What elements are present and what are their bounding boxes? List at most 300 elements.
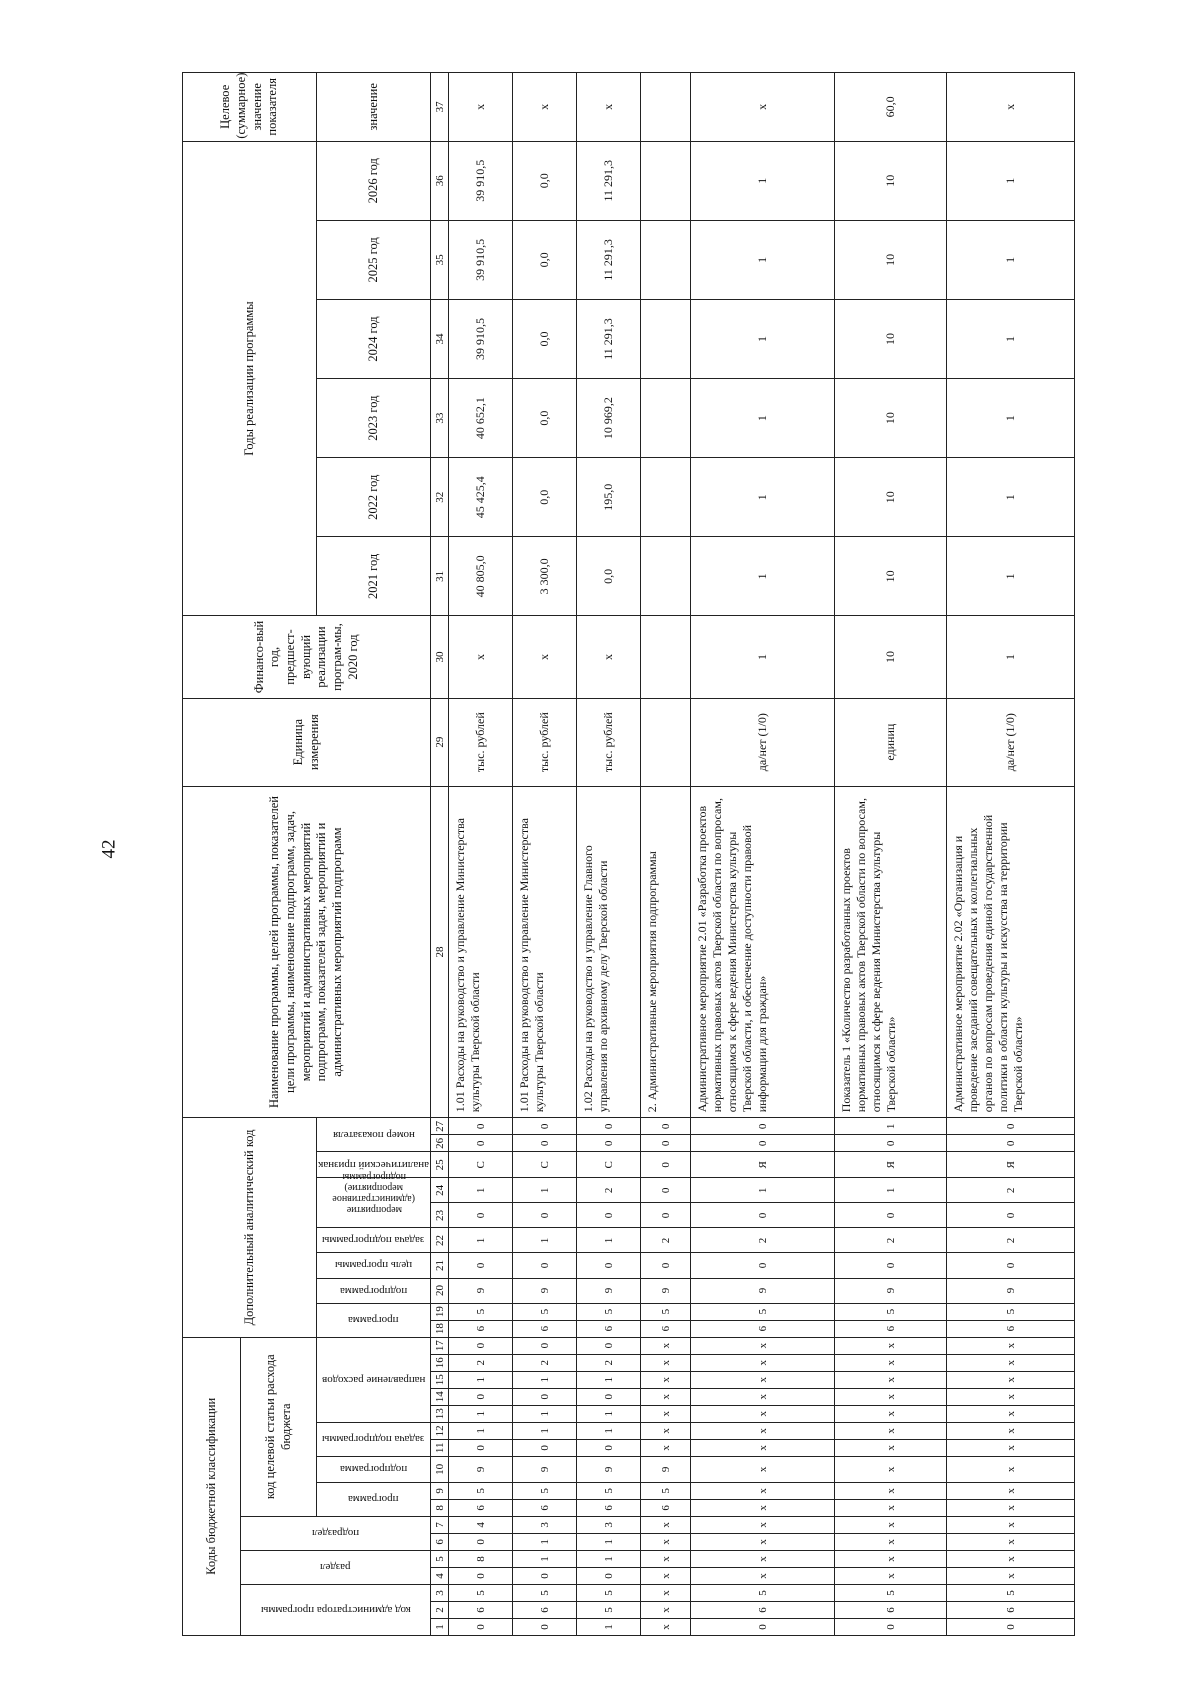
- code-digit: 0: [513, 1337, 577, 1354]
- code-digit: 5: [513, 1584, 577, 1601]
- extra-event-header: мероприятие (административное мероприятие) подпрограммы: [317, 1178, 431, 1228]
- code-digit: х: [835, 1499, 947, 1516]
- row-year-value: 1: [947, 537, 1075, 616]
- row-unit: единиц: [835, 698, 947, 786]
- code-digit: 0: [449, 1253, 513, 1278]
- column-number: 15: [431, 1371, 449, 1388]
- code-digit: х: [947, 1439, 1075, 1456]
- code-digit: 1: [449, 1178, 513, 1203]
- code-digit: 5: [641, 1303, 691, 1320]
- code-digit: 6: [513, 1499, 577, 1516]
- code-digit: 1: [577, 1228, 641, 1253]
- code-digit: х: [641, 1618, 691, 1635]
- code-digit: х: [691, 1499, 835, 1516]
- code-digit: 0: [947, 1135, 1075, 1152]
- code-digit: 5: [577, 1584, 641, 1601]
- code-digit: 6: [835, 1601, 947, 1618]
- extra-code-header: Дополнительный аналитический код: [183, 1118, 317, 1337]
- column-number: 7: [431, 1516, 449, 1533]
- row-year-value: [641, 141, 691, 220]
- code-digit: х: [691, 1567, 835, 1584]
- code-digit: 0: [947, 1253, 1075, 1278]
- code-digit: 1: [835, 1118, 947, 1135]
- code-digit: х: [641, 1371, 691, 1388]
- code-digit: 0: [513, 1203, 577, 1228]
- code-digit: 5: [947, 1303, 1075, 1320]
- row-year-value: 39 910,5: [449, 220, 513, 299]
- row-year-value: [641, 458, 691, 537]
- code-digit: С: [449, 1152, 513, 1178]
- code-digit: 6: [691, 1320, 835, 1337]
- code-digit: 1: [577, 1405, 641, 1422]
- code-digit: 5: [691, 1584, 835, 1601]
- code-digit: 1: [513, 1405, 577, 1422]
- code-digit: х: [947, 1354, 1075, 1371]
- code-digit: 6: [449, 1601, 513, 1618]
- code-digit: х: [835, 1371, 947, 1388]
- row-name: Административное мероприятие 2.02 «Организация и проведение заседаний совещательных и коллегиальных органов по вопросам проведения единой государственной политики в области культуры и искусства на территории Тверской области»: [947, 786, 1075, 1118]
- code-digit: 6: [947, 1601, 1075, 1618]
- code-digit: 2: [577, 1354, 641, 1371]
- row-name: Административное мероприятие 2.01 «Разработка проектов нормативных правовых актов Тверской области по вопросам, относящимся к сфере ведения Министерства культуры Тверской области, и обеспечение доступности правовой информации для граждан»: [691, 786, 835, 1118]
- row-fin-year-value: 1: [691, 616, 835, 698]
- code-digit: 5: [513, 1303, 577, 1320]
- code-digit: Я: [691, 1152, 835, 1178]
- code-digit: 5: [835, 1303, 947, 1320]
- row-name: 1.02 Расходы на руководство и управление Главного управления по архивному делу Тверской области: [577, 786, 641, 1118]
- column-number: 18: [431, 1320, 449, 1337]
- code-digit: 9: [641, 1278, 691, 1303]
- code-digit: 6: [513, 1601, 577, 1618]
- code-digit: х: [835, 1422, 947, 1439]
- code-digit: 0: [835, 1253, 947, 1278]
- column-number: 25: [431, 1152, 449, 1178]
- code-digit: С: [513, 1152, 577, 1178]
- extra-task-header: задача подпрограммы: [317, 1228, 431, 1253]
- code-digit: 9: [691, 1278, 835, 1303]
- code-digit: х: [947, 1482, 1075, 1499]
- row-year-value: 10: [835, 379, 947, 458]
- column-number: 19: [431, 1303, 449, 1320]
- column-number: 3: [431, 1584, 449, 1601]
- code-digit: С: [577, 1152, 641, 1178]
- row-target-value: х: [577, 73, 641, 142]
- table-row: [691, 73, 835, 1636]
- code-digit: 9: [947, 1278, 1075, 1303]
- code-digit: 0: [577, 1567, 641, 1584]
- code-digit: 5: [513, 1482, 577, 1499]
- code-digit: 0: [691, 1253, 835, 1278]
- column-number: 27: [431, 1118, 449, 1135]
- year-header-2023: 2023 год: [317, 379, 431, 458]
- row-year-value: 11 291,3: [577, 299, 641, 378]
- code-digit: х: [691, 1516, 835, 1533]
- row-target-value: 60,0: [835, 73, 947, 142]
- code-digit: 0: [449, 1533, 513, 1550]
- code-digit: х: [947, 1405, 1075, 1422]
- code-digit: 0: [577, 1135, 641, 1152]
- column-number: 5: [431, 1550, 449, 1567]
- code-digit: 2: [835, 1228, 947, 1253]
- row-fin-year-value: х: [577, 616, 641, 698]
- row-year-value: 195,0: [577, 458, 641, 537]
- row-unit: тыс. рублей: [577, 698, 641, 786]
- code-digit: 0: [641, 1118, 691, 1135]
- column-number: 17: [431, 1337, 449, 1354]
- code-digit: х: [641, 1567, 691, 1584]
- code-digit: 9: [513, 1278, 577, 1303]
- code-digit: 5: [449, 1482, 513, 1499]
- code-digit: 2: [947, 1228, 1075, 1253]
- code-digit: х: [835, 1354, 947, 1371]
- column-number: 22: [431, 1228, 449, 1253]
- code-digit: х: [691, 1405, 835, 1422]
- code-digit: х: [691, 1337, 835, 1354]
- code-digit: 5: [577, 1482, 641, 1499]
- code-digit: 3: [513, 1516, 577, 1533]
- code-digit: 0: [691, 1118, 835, 1135]
- column-number: 28: [431, 786, 449, 1118]
- code-digit: 0: [835, 1618, 947, 1635]
- table-row: [641, 73, 691, 1636]
- code-digit: 5: [577, 1303, 641, 1320]
- code-digit: 6: [513, 1320, 577, 1337]
- row-target-value: х: [947, 73, 1075, 142]
- code-digit: х: [947, 1456, 1075, 1482]
- code-digit: 0: [449, 1618, 513, 1635]
- code-digit: 9: [449, 1456, 513, 1482]
- code-digit: х: [947, 1371, 1075, 1388]
- column-number: 13: [431, 1405, 449, 1422]
- table-row: [449, 73, 513, 1636]
- code-digit: х: [641, 1422, 691, 1439]
- code-digit: х: [947, 1516, 1075, 1533]
- program-header: программа: [317, 1482, 431, 1516]
- row-year-value: 1: [691, 220, 835, 299]
- code-digit: 0: [449, 1203, 513, 1228]
- expense-direction-header: направление расходов: [317, 1337, 431, 1422]
- code-digit: 0: [947, 1618, 1075, 1635]
- program-table: [182, 72, 1075, 1636]
- code-digit: 0: [577, 1337, 641, 1354]
- subsection-header: подраздел: [241, 1516, 431, 1550]
- extra-program-header: программа: [317, 1303, 431, 1337]
- code-digit: 0: [513, 1388, 577, 1405]
- code-digit: х: [947, 1388, 1075, 1405]
- code-digit: 1: [513, 1178, 577, 1203]
- code-digit: 2: [577, 1178, 641, 1203]
- code-digit: 0: [641, 1203, 691, 1228]
- code-digit: х: [691, 1533, 835, 1550]
- row-fin-year-value: 10: [835, 616, 947, 698]
- code-digit: 0: [641, 1152, 691, 1178]
- code-digit: 3: [577, 1516, 641, 1533]
- code-digit: х: [947, 1550, 1075, 1567]
- code-digit: 1: [577, 1422, 641, 1439]
- years-group-header: Годы реализации программы: [183, 141, 317, 616]
- column-number: 12: [431, 1422, 449, 1439]
- code-digit: 1: [449, 1228, 513, 1253]
- code-digit: 5: [835, 1584, 947, 1601]
- program-table-sheet: [182, 72, 1144, 1636]
- row-name: 1.01 Расходы на руководство и управление Министерства культуры Тверской области: [513, 786, 577, 1118]
- column-number: 11: [431, 1439, 449, 1456]
- code-digit: х: [691, 1482, 835, 1499]
- row-target-value: х: [691, 73, 835, 142]
- row-year-value: [641, 299, 691, 378]
- unit-header: Единица измерения: [183, 698, 431, 786]
- code-digit: 1: [577, 1533, 641, 1550]
- code-digit: 0: [947, 1203, 1075, 1228]
- column-number: 26: [431, 1135, 449, 1152]
- code-digit: 0: [835, 1203, 947, 1228]
- target-group-header: Целевое (суммарное) значение показателя: [183, 73, 317, 142]
- column-number: 24: [431, 1178, 449, 1203]
- expense-code-header: код целевой статьи расхода бюджета: [241, 1337, 317, 1516]
- code-digit: 0: [513, 1118, 577, 1135]
- row-target-value: [641, 73, 691, 142]
- code-digit: 6: [947, 1320, 1075, 1337]
- code-digit: 2: [947, 1178, 1075, 1203]
- year-header-2024: 2024 год: [317, 299, 431, 378]
- row-year-value: 10: [835, 458, 947, 537]
- row-year-value: [641, 537, 691, 616]
- code-digit: х: [641, 1533, 691, 1550]
- code-digit: х: [835, 1439, 947, 1456]
- row-year-value: 39 910,5: [449, 141, 513, 220]
- column-number: 35: [431, 220, 449, 299]
- code-digit: 0: [449, 1567, 513, 1584]
- code-digit: 1: [577, 1550, 641, 1567]
- code-digit: 0: [513, 1439, 577, 1456]
- code-digit: 0: [835, 1135, 947, 1152]
- row-year-value: 1: [691, 379, 835, 458]
- code-digit: 1: [513, 1550, 577, 1567]
- code-digit: 0: [449, 1388, 513, 1405]
- year-header-2026: 2026 год: [317, 141, 431, 220]
- code-digit: 1: [513, 1422, 577, 1439]
- code-digit: х: [947, 1499, 1075, 1516]
- code-digit: 1: [513, 1371, 577, 1388]
- code-digit: 0: [577, 1388, 641, 1405]
- code-digit: х: [947, 1533, 1075, 1550]
- row-year-value: 0,0: [513, 220, 577, 299]
- code-digit: 1: [691, 1178, 835, 1203]
- code-digit: 5: [691, 1303, 835, 1320]
- column-number: 6: [431, 1533, 449, 1550]
- row-fin-year-value: х: [449, 616, 513, 698]
- year-header-2022: 2022 год: [317, 458, 431, 537]
- code-digit: х: [691, 1354, 835, 1371]
- code-digit: 1: [449, 1371, 513, 1388]
- code-digit: х: [641, 1550, 691, 1567]
- row-year-value: 1: [691, 537, 835, 616]
- code-digit: 0: [577, 1253, 641, 1278]
- column-number: 4: [431, 1567, 449, 1584]
- row-fin-year-value: [641, 616, 691, 698]
- row-year-value: [641, 220, 691, 299]
- table-row: [513, 73, 577, 1636]
- column-number: 29: [431, 698, 449, 786]
- code-digit: Я: [835, 1152, 947, 1178]
- code-digit: 0: [449, 1439, 513, 1456]
- code-digit: 9: [449, 1278, 513, 1303]
- code-digit: Я: [947, 1152, 1075, 1178]
- code-digit: 5: [449, 1303, 513, 1320]
- code-digit: 1: [449, 1422, 513, 1439]
- code-digit: х: [835, 1388, 947, 1405]
- code-digit: 1: [835, 1178, 947, 1203]
- extra-sign-header: аналитический признак: [317, 1152, 431, 1178]
- extra-indicator-header: номер показателя: [317, 1118, 431, 1152]
- row-year-value: 40 805,0: [449, 537, 513, 616]
- row-year-value: 10: [835, 220, 947, 299]
- code-digit: 4: [449, 1516, 513, 1533]
- row-year-value: 10: [835, 537, 947, 616]
- row-year-value: 45 425,4: [449, 458, 513, 537]
- name-header: Наименование программы, целей программы, показателей цели программы, наименование подпрограмм, задач, мероприятий и административных мероприятий подпрограмм, показателей задач, мероприятий и административных мероприятий подпрограмм: [183, 786, 431, 1118]
- code-digit: х: [835, 1516, 947, 1533]
- code-digit: 2: [691, 1228, 835, 1253]
- code-digit: х: [691, 1439, 835, 1456]
- year-header-2021: 2021 год: [317, 537, 431, 616]
- code-digit: х: [947, 1337, 1075, 1354]
- row-name: 2. Административные мероприятия подпрограммы: [641, 786, 691, 1118]
- row-year-value: 1: [947, 379, 1075, 458]
- row-unit: да/нет (1/0): [947, 698, 1075, 786]
- code-digit: 6: [641, 1320, 691, 1337]
- code-digit: 6: [691, 1601, 835, 1618]
- code-digit: 0: [577, 1118, 641, 1135]
- row-unit: тыс. рублей: [449, 698, 513, 786]
- code-digit: 1: [577, 1371, 641, 1388]
- column-number: 30: [431, 616, 449, 698]
- code-digit: 1: [449, 1405, 513, 1422]
- code-digit: 8: [449, 1550, 513, 1567]
- row-year-value: 10: [835, 299, 947, 378]
- row-name: Показатель 1 «Количество разработанных проектов нормативных правовых актов Тверской области по вопросам, относящимся к сфере ведения Министерства культуры Тверской области»: [835, 786, 947, 1118]
- row-unit: тыс. рублей: [513, 698, 577, 786]
- code-digit: 1: [513, 1228, 577, 1253]
- code-digit: 0: [641, 1135, 691, 1152]
- extra-subprogram-header: подпрограмма: [317, 1278, 431, 1303]
- column-number: 32: [431, 458, 449, 537]
- code-digit: х: [835, 1337, 947, 1354]
- code-digit: 6: [449, 1499, 513, 1516]
- row-year-value: [641, 379, 691, 458]
- code-digit: х: [641, 1337, 691, 1354]
- column-number: 23: [431, 1203, 449, 1228]
- code-digit: х: [691, 1456, 835, 1482]
- row-year-value: 3 300,0: [513, 537, 577, 616]
- table-row: [577, 73, 641, 1636]
- column-number: 20: [431, 1278, 449, 1303]
- code-digit: 5: [577, 1601, 641, 1618]
- code-digit: 2: [513, 1354, 577, 1371]
- code-digit: 2: [449, 1354, 513, 1371]
- code-digit: 6: [577, 1499, 641, 1516]
- code-digit: 1: [577, 1618, 641, 1635]
- code-digit: х: [691, 1422, 835, 1439]
- column-number: 8: [431, 1499, 449, 1516]
- extra-goal-header: цель программы: [317, 1253, 431, 1278]
- row-year-value: 0,0: [513, 141, 577, 220]
- row-year-value: 1: [691, 299, 835, 378]
- section-header: раздел: [241, 1550, 431, 1584]
- code-digit: 9: [513, 1456, 577, 1482]
- code-digit: х: [641, 1601, 691, 1618]
- column-number: 9: [431, 1482, 449, 1499]
- row-target-value: х: [449, 73, 513, 142]
- table-row: [835, 73, 947, 1636]
- code-digit: х: [691, 1371, 835, 1388]
- code-digit: 0: [513, 1253, 577, 1278]
- row-year-value: 0,0: [513, 299, 577, 378]
- code-digit: 0: [449, 1135, 513, 1152]
- code-digit: 0: [513, 1567, 577, 1584]
- code-digit: 6: [577, 1320, 641, 1337]
- page-number: 42: [98, 839, 120, 859]
- code-digit: 0: [513, 1618, 577, 1635]
- row-target-value: х: [513, 73, 577, 142]
- column-number: 2: [431, 1601, 449, 1618]
- column-number: 37: [431, 73, 449, 142]
- code-digit: 0: [641, 1253, 691, 1278]
- code-digit: 2: [641, 1228, 691, 1253]
- code-digit: 5: [947, 1584, 1075, 1601]
- code-digit: 0: [691, 1135, 835, 1152]
- admin-code-header: код администратора программы: [241, 1584, 431, 1635]
- row-unit: [641, 698, 691, 786]
- row-year-value: 1: [691, 458, 835, 537]
- code-digit: 0: [449, 1337, 513, 1354]
- subprogram-task-header: задача подпрограммы: [317, 1422, 431, 1456]
- code-digit: х: [691, 1388, 835, 1405]
- row-year-value: 1: [947, 141, 1075, 220]
- fin-year-header: Финансо-вый год, предшест-вующий реализации програм-мы, 2020 год: [183, 616, 431, 698]
- budget-codes-header: Коды бюджетной классификации: [183, 1337, 241, 1635]
- row-year-value: 1: [691, 141, 835, 220]
- code-digit: х: [641, 1516, 691, 1533]
- column-number: 14: [431, 1388, 449, 1405]
- code-digit: 9: [641, 1456, 691, 1482]
- code-digit: 9: [577, 1456, 641, 1482]
- column-number: 33: [431, 379, 449, 458]
- row-year-value: 0,0: [513, 458, 577, 537]
- code-digit: 0: [691, 1203, 835, 1228]
- column-number: 21: [431, 1253, 449, 1278]
- column-number: 36: [431, 141, 449, 220]
- code-digit: х: [947, 1567, 1075, 1584]
- row-year-value: 1: [947, 299, 1075, 378]
- code-digit: 0: [513, 1135, 577, 1152]
- row-year-value: 40 652,1: [449, 379, 513, 458]
- code-digit: х: [835, 1405, 947, 1422]
- code-digit: х: [641, 1584, 691, 1601]
- code-digit: х: [835, 1456, 947, 1482]
- code-digit: 0: [577, 1203, 641, 1228]
- code-digit: х: [835, 1567, 947, 1584]
- code-digit: х: [641, 1388, 691, 1405]
- year-header-2025: 2025 год: [317, 220, 431, 299]
- target-value-header: значение: [317, 73, 431, 142]
- row-year-value: 11 291,3: [577, 141, 641, 220]
- code-digit: 0: [691, 1618, 835, 1635]
- code-digit: 0: [449, 1118, 513, 1135]
- code-digit: 9: [577, 1278, 641, 1303]
- column-number: 34: [431, 299, 449, 378]
- row-fin-year-value: 1: [947, 616, 1075, 698]
